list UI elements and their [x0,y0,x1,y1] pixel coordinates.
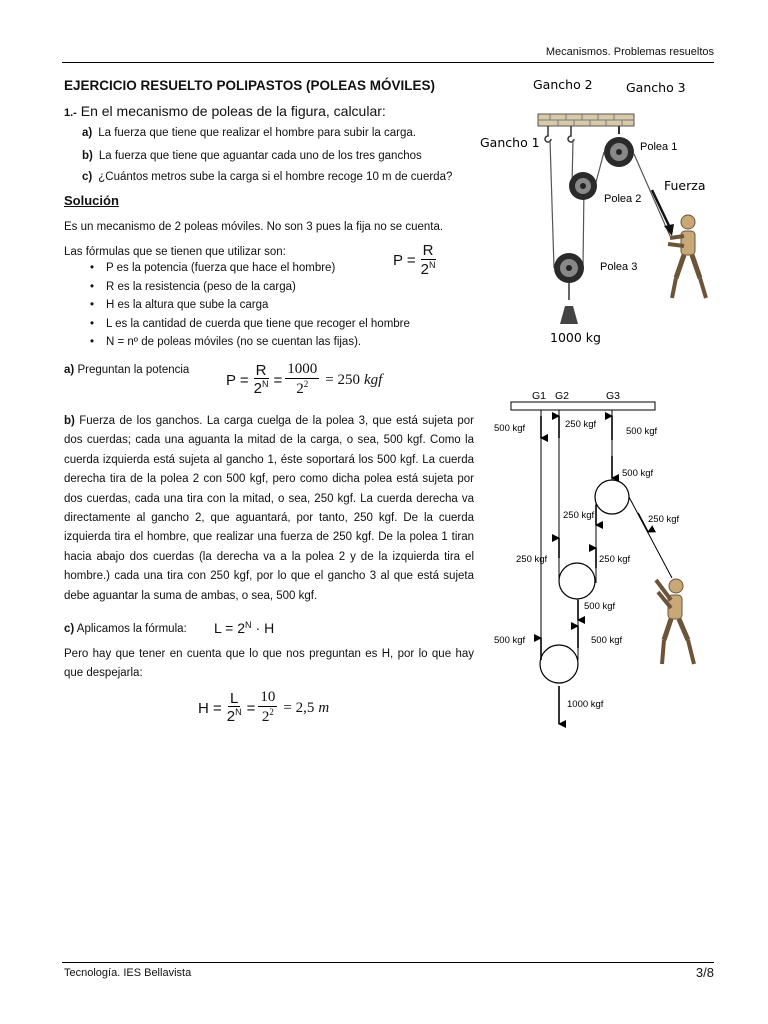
part-a-text: a) Preguntan la potencia [64,364,190,376]
label-g2: G2 [555,390,570,402]
question-item-c: c) ¿Cuántos metros sube la carga si el hombre recoge 10 m de cuerda? [82,171,453,183]
force-label: 500 kgf [622,468,654,479]
list-item: • H es la altura que sube la carga [86,299,410,318]
part-c-text: c) Aplicamos la fórmula: [64,623,187,635]
force-label: 250 kgf [599,554,631,565]
label-fuerza: Fuerza [664,178,706,193]
formula-power: P = $\frac{R}{2^N}$ [393,242,436,278]
force-label: 500 kgf [584,601,616,612]
formulas-intro: Las fórmulas que se tienen que utilizar son: [64,246,286,258]
ceiling-bar [511,402,655,410]
question-item-a: a) La fuerza que tiene que realizar el hombre para subir la carga. [82,127,416,139]
force-label: 500 kgf [494,635,526,646]
question-item-b: b) La fuerza que tiene que aguantar cada uno de los tres ganchos [82,150,422,162]
diagram-pulley-2 [559,563,595,599]
force-label: 250 kgf [516,554,548,565]
part-c-explain: Pero hay que tener en cuenta que lo que nos preguntan es H, por lo que hay que despejarla: [64,648,474,679]
pulley-1 [604,137,634,167]
list-item: • P es la potencia (fuerza que hace el hombre) [86,262,410,281]
diagram-ropes [541,410,672,664]
force-diagram [480,384,716,732]
hook-2 [568,126,574,142]
footer-rule [62,962,714,963]
man-figure [656,579,694,664]
force-label: 250 kgf [648,514,680,525]
formula-height: H = $\frac{L}{2^N}$ = $\frac{10}{2^2}$ = 2,5 m [198,689,330,726]
solution-heading: Solución [64,193,119,208]
label-polea-2: Polea 2 [604,193,642,205]
exercise-title: EJERCICIO RESUELTO POLIPASTOS (POLEAS MÓVILES) [64,78,436,93]
header-rule [62,62,714,63]
diagram-pulley-1 [595,480,629,514]
label-load: 1000 kg [550,330,601,345]
page-header: Mecanismos. Problemas resueltos [545,46,714,58]
footer-text: Tecnología. IES Bellavista [64,967,192,979]
force-label: 500 kgf [626,426,658,437]
man-figure [668,215,706,298]
label-gancho-2: Gancho 2 [533,77,593,92]
page-number: 3/8 [695,965,714,980]
force-label: 250 kgf [563,510,595,521]
pulley-2 [569,172,597,200]
label-g3: G3 [606,390,621,402]
list-item: • L es la cantidad de cuerda que tiene que recoger el hombre [86,318,410,337]
solution-intro: Es un mecanismo de 2 poleas móviles. No son 3 pues la fija no se cuenta. [64,221,444,233]
label-gancho-1: Gancho 1 [480,135,540,150]
variable-list [86,262,410,355]
force-label: 250 kgf [565,419,597,430]
force-label: 500 kgf [591,635,623,646]
pulley-3 [554,253,584,283]
force-label: 500 kgf [494,423,526,434]
force-label: 1000 kgf [567,699,604,710]
formula-length: L = 2 $^N$ · H [214,620,275,636]
load-weight [560,306,578,324]
question-number: 1.- [64,107,77,119]
label-g1: G1 [532,390,547,402]
label-polea-3: Polea 3 [600,261,638,273]
question-1 [64,103,386,119]
list-item: • R es la resistencia (peso de la carga) [86,281,410,300]
list-item: • N = nº de poleas móviles (no se cuentan las fijas). [86,336,410,355]
question-text: En el mecanismo de poleas de la figura, calcular: [80,103,386,119]
hook-1 [545,126,551,142]
formula-part-a: P = $\frac{R}{2^N}$ = $\frac{1000}{2^2}$ = 250 kgf [226,361,383,398]
pulley-illustration [476,72,716,352]
part-b-paragraph: b) Fuerza de los ganchos. La carga cuelga de la polea 3, que está sujeta por dos cuerdas; cada una aguanta la mitad de la carga, o sea, 500 kgf. Como la cuerda izquierda está sujeta al gancho 1, éste soportará los 500 kgf. La cuerda derecha tira de la polea 2 con 500 kgf, pero como dicha polea está sujeta por dos cuerdas, cada una tira con la mitad, o sea, 250 kgf. La cuerda derecha va directamente al gancho 2, que aguantará, por tanto, 250 kgf. De la cuerda izquierda tira el hombre, que realizar una fuerza de 250 kgf. De la polea 1 tiran hacia abajo dos cuerdas (la derecha va a la polea 2 y de la izquierda tira el hombre.) cada una tira con 250 kgf, por lo que el gancho 3 al que está sujeta debe aguantar la suma de ambas, o sea, 500 kgf. [64,415,474,602]
diagram-pulley-3 [540,645,578,683]
label-gancho-3: Gancho 3 [626,80,686,95]
label-polea-1: Polea 1 [640,141,678,153]
